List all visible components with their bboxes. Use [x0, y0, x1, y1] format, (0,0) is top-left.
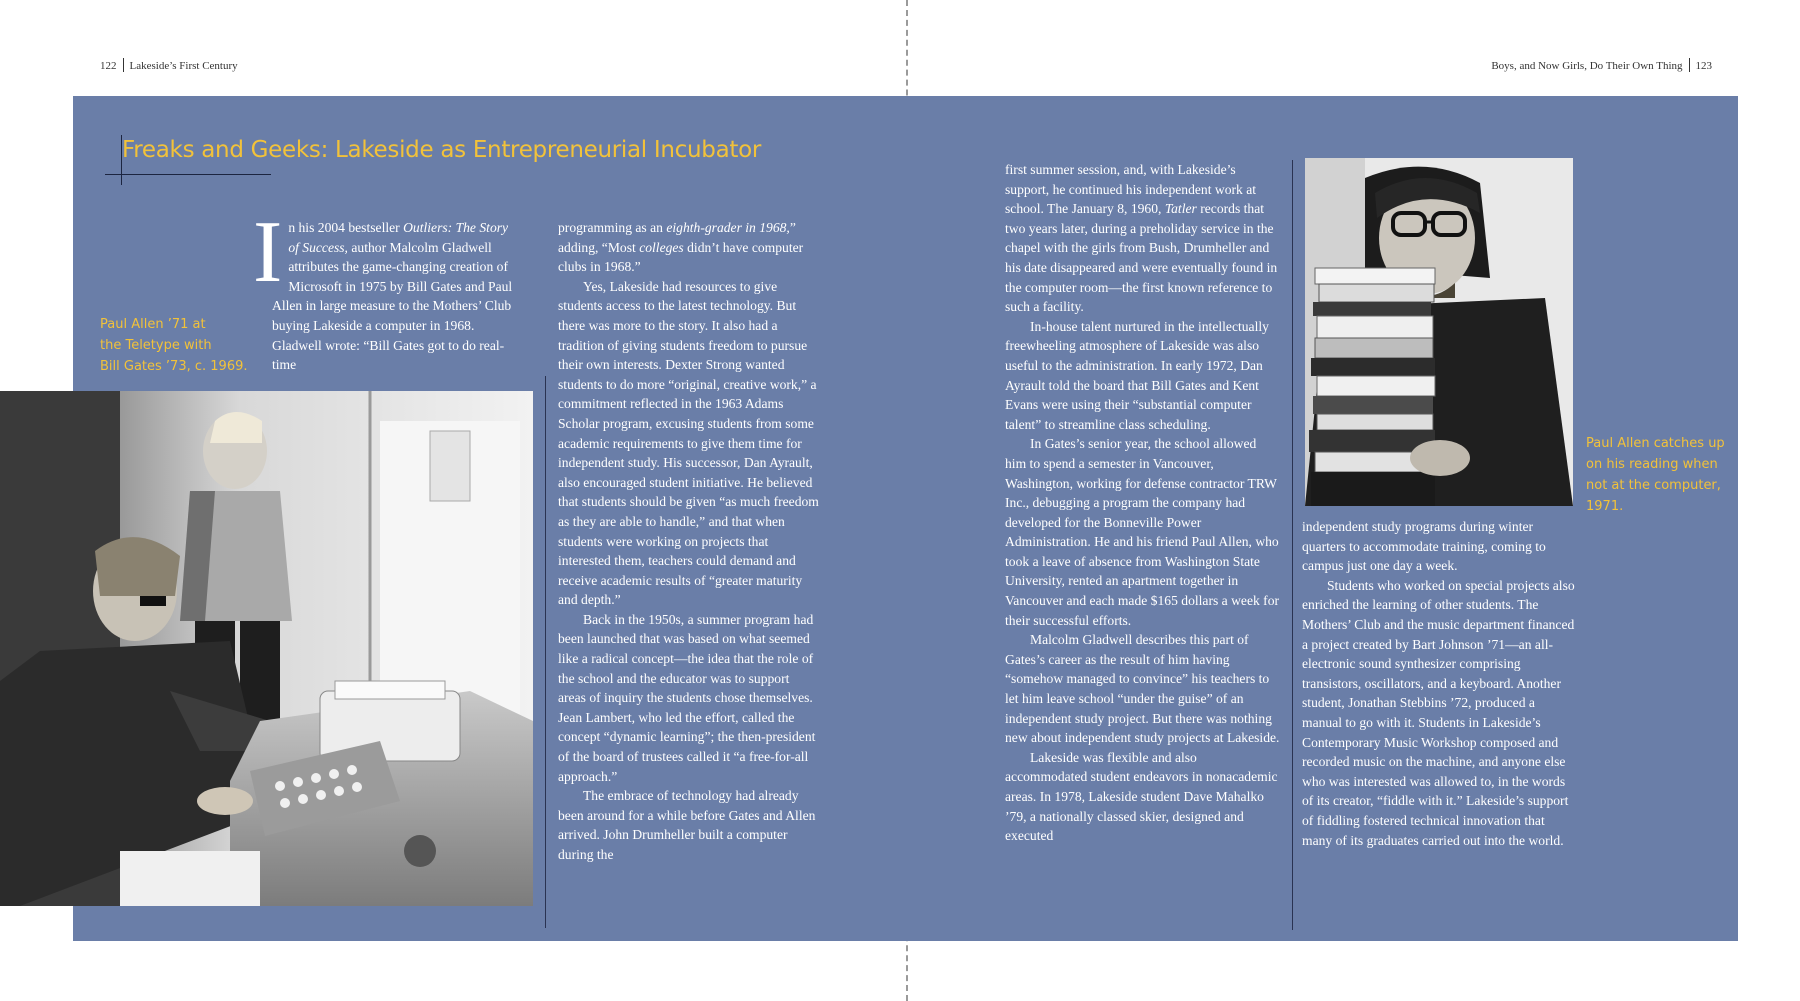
caption-line: 1971.	[1586, 499, 1624, 514]
caption-line: Paul Allen catches up	[1586, 436, 1725, 451]
right-running-head	[1491, 58, 1712, 72]
teletype-photo-icon	[0, 391, 533, 906]
column-4	[1302, 517, 1577, 850]
left-page-number: 122	[100, 60, 117, 72]
text-run: first summer session, and, with Lakeside’s support, he continued his independent work at school. The January 8, 1960,	[1005, 162, 1257, 217]
column-rule	[1292, 160, 1293, 930]
caption-line: Bill Gates ’73, c. 1969.	[100, 359, 248, 374]
title-horizontal-rule	[105, 174, 271, 175]
running-head-separator	[1689, 58, 1690, 72]
text-run: author Malcolm Gladwell attributes the game-changing creation of Microsoft in 1975 by Bill Gates and Paul Allen in large measure to the Mothers’ Club buying Lakeside a computer in 1968. Gladwell wrote: “Bill Gates got to do real-time	[272, 239, 513, 373]
caption-line: on his reading when	[1586, 457, 1718, 472]
paragraph: Back in the 1950s, a summer program had been launched that was based on what seemed like a radical concept—the idea that the role of the school and the educator was to support areas of inquiry the students chose themselves. Jean Lambert, who led the effort, called the concept “dynamic learning”; the then-president of the board of trustees called it “a free-for-all approach.”	[558, 611, 816, 784]
column-rule	[545, 376, 546, 928]
books-photo	[1305, 158, 1573, 506]
newspaper-title-italic: Tatler	[1164, 201, 1197, 217]
caption-line: Paul Allen ’71 at	[100, 317, 206, 332]
paragraph: In-house talent nurtured in the intellectually freewheeling atmosphere of Lakeside was also useful to the administration. In early 1972, Dan Ayrault told the board that Bill Gates and Kent Evans were using their “substantial computer talent” to streamline class scheduling.	[1005, 318, 1269, 432]
paragraph: In Gates’s senior year, the school allowed him to spend a semester in Vancouver, Washington, working for defense contractor TRW Inc., debugging a program the company had developed for the Bonneville Power Administration. He and his friend Paul Allen, who took a leave of absence from Washington State University, rented an apartment together in Vancouver and each made $165 dollars a week for their successful efforts.	[1005, 436, 1280, 628]
drop-cap: I	[253, 204, 283, 301]
column-2	[558, 218, 820, 865]
text-run: records that two years later, during a preholiday service in the chapel with the girls from Bush, Drumheller and his date disappeared and were eventually found in the computer room—the first known reference to such a facility.	[1005, 201, 1278, 315]
text-run: programming as an	[558, 220, 667, 235]
paragraph: Malcolm Gladwell describes this part of Gates’s career as the result of him having “somehow managed to convince” his teachers to let him leave school “under the guise” of an independent study project. But there was nothing new about independent study projects at Lakeside.	[1005, 632, 1280, 746]
paragraph: independent study programs during winter quarters to accommodate training, coming to campus just one day a week.	[1302, 519, 1546, 574]
right-page-number: 123	[1695, 60, 1712, 72]
section-title: Freaks and Geeks: Lakeside as Entrepreneurial Incubator	[122, 137, 762, 163]
book-title-italic: Outliers: The Story of Success,	[288, 220, 509, 255]
italic-run: colleges	[639, 239, 684, 255]
text-run: didn’t have computer clubs in 1968.”	[558, 239, 804, 275]
left-running-head	[100, 58, 238, 72]
left-photo-caption	[100, 314, 248, 377]
caption-line: the Teletype with	[100, 338, 212, 353]
paragraph: Yes, Lakeside had resources to give students access to the latest technology. But there was more to the story. It also had a tradition of giving students freedom to pursue their own interests. Dexter Strong wanted students to do more “original, creative work,” a commitment reflected in the 1963 Adams Scholar program, excusing students from some academic requirements to give them time for independent study. His successor, Dan Ayrault, also encouraged student initiative. He believed that students should be given “as much freedom as they are able to handle,” and that when students were working on projects that interested them, teachers could demand and receive academic results of “greater maturity and depth.”	[558, 278, 819, 608]
running-head-separator	[123, 58, 124, 72]
paragraph	[1005, 160, 1280, 317]
right-chapter-title: Boys, and Now Girls, Do Their Own Thing	[1491, 60, 1683, 72]
paragraph: Lakeside was flexible and also accommodated student endeavors in nonacademic areas. In 1978, Lakeside student Dave Mahalko ’79, a nationally classed skier, designed and executed	[1005, 749, 1278, 844]
teletype-photo	[0, 391, 533, 906]
paragraph: The embrace of technology had already been around for a while before Gates and Allen arrived. John Drumheller built a computer during the	[558, 788, 816, 862]
paragraph: Students who worked on special projects also enriched the learning of other students. The Mothers’ Club and the music department financed a project created by Bart Johnson ’71—an all-electronic sound synthesizer comprising transistors, oscillators, and a keyboard. Another student, Jonathan Stebbins ’72, produced a manual to go with it. Students in Lakeside’s Contemporary Music Workshop composed and recorded music on the machine, and anyone else who was interested was allowed to, in the words of its creator, “fiddle with it.” Lakeside’s support of fiddling fostered technical innovation that many of its graduates carried out into the world.	[1302, 577, 1575, 848]
right-photo-caption	[1586, 433, 1725, 517]
text-run: ” adding, “Most	[558, 220, 796, 255]
text-run: n his 2004 bestseller	[288, 220, 404, 235]
left-book-title: Lakeside’s First Century	[129, 60, 238, 72]
caption-line: not at the computer,	[1586, 478, 1721, 493]
paragraph	[558, 218, 820, 277]
books-photo-icon	[1305, 158, 1573, 506]
column-1	[253, 204, 522, 375]
paragraph	[272, 218, 522, 375]
italic-run: eighth-grader in 1968,	[666, 220, 790, 235]
column-3	[1005, 160, 1280, 846]
